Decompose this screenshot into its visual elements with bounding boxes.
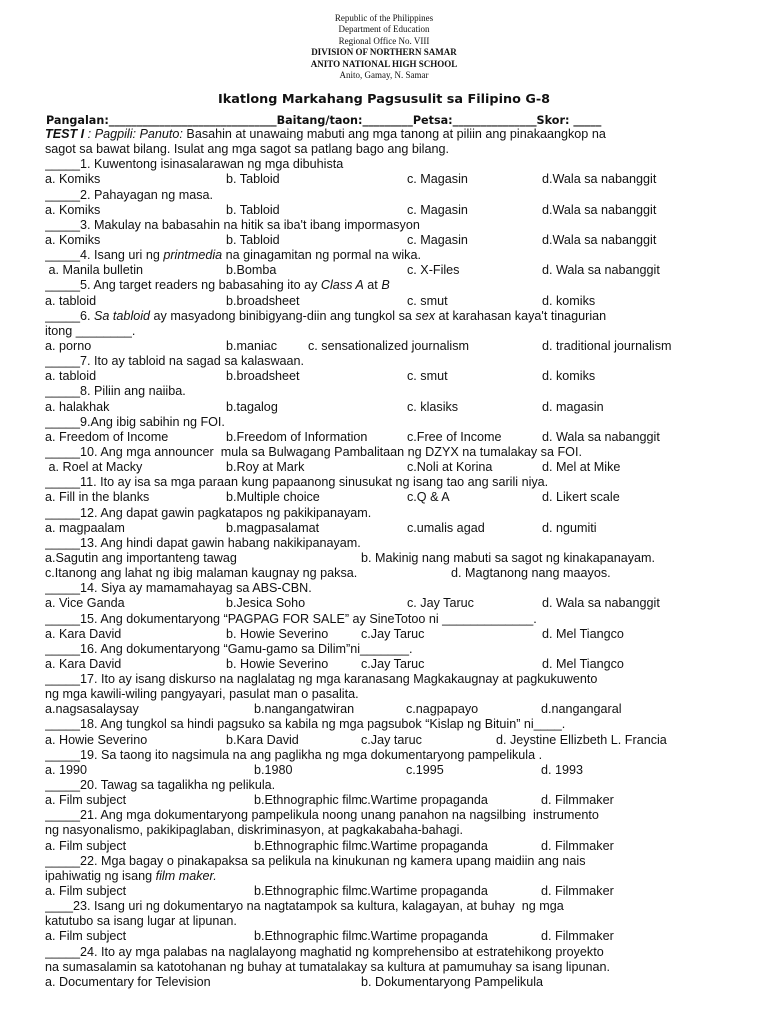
choice-15d: d. Mel Tiangco	[542, 626, 624, 641]
question-19: _____19. Sa taong ito nagsimula na ang paglikha ng mga dokumentaryong pampelikula .	[45, 747, 543, 762]
question-23: ____23. Isang uri ng dokumentaryo na nagtatampok sa kultura, kalagayan, at buhay ng mga	[45, 899, 564, 914]
choice-18d: d. Jeystine Ellizbeth L. Francia	[496, 732, 667, 747]
question-9: _____9.Ang ibig sabihin ng FOI.	[45, 414, 225, 429]
test-instructions: TEST I : Pagpili: Panuto: Basahin at unawaing mabuti ang mga tanong at piliin ang pinakaangkop na	[45, 127, 606, 141]
choice-14d: d. Wala sa nabanggit	[542, 596, 660, 611]
choices-1	[45, 172, 735, 187]
choice-4a: a. Manila bulletin	[45, 263, 144, 278]
exam-content	[45, 127, 735, 990]
header-republic: Republic of the Philippines	[334, 13, 434, 23]
choice-20b: b.Ethnographic film	[254, 793, 362, 808]
question-7: _____7. Ito ay tabloid na sagad sa kalaswaan.	[45, 354, 305, 369]
choices-6	[45, 339, 735, 354]
choices-8	[45, 400, 735, 415]
choice-6c: c. sensationalized journalism	[308, 338, 470, 353]
choice-6a: a. porno	[45, 338, 92, 353]
choice-12a: a. magpaalam	[45, 520, 125, 535]
choice-11d: d. Likert scale	[542, 490, 620, 505]
choice-14b: b.Jesica Soho	[226, 596, 306, 611]
question-1: _____1. Kuwentong isinasalarawan ng mga dibuhista	[45, 157, 344, 172]
choice-23d: d. Filmmaker	[541, 929, 614, 944]
choice-9c: c.Free of Income	[407, 429, 502, 444]
choice-5b: b.broadsheet	[226, 293, 300, 308]
choice-13c: c.Itanong ang lahat ng ibig malaman kaugnay ng paksa.	[45, 566, 358, 581]
choice-22c: c.Wartime propaganda	[361, 884, 488, 899]
choice-7d: d. komiks	[542, 369, 596, 384]
choice-20a: a. Film subject	[45, 793, 127, 808]
choice-11b: b.Multiple choice	[226, 490, 320, 505]
question-21: _____21. Ang mga dokumentaryong pampelikula noong unang panahon na nagsilbing instrumento	[45, 808, 599, 823]
choice-4b: b.Bomba	[226, 263, 277, 278]
header-division: DIVISION OF NORTHERN SAMAR	[311, 47, 457, 58]
choice-15c: c.Jay Taruc	[361, 626, 425, 641]
question-16: _____16. Ang dokumentaryong “Gamu-gamo sa Dilim”ni_______.	[45, 641, 413, 656]
choice-3a: a. Komiks	[45, 232, 101, 247]
choice-1a: a. Komiks	[45, 172, 101, 187]
question-13: _____13. Ang hindi dapat gawin habang nakikipanayam.	[45, 535, 361, 550]
question-4: _____4. Isang uri ng printmedia na ginagamitan ng pormal na wika.	[45, 248, 421, 263]
choices-14	[45, 596, 735, 611]
student-info-line: Pangalan:______________________________Baitang/taon:_________Petsa:_______________Skor: _____	[46, 114, 602, 127]
choice-5d: d. komiks	[542, 293, 596, 308]
question-21-line2: ng nasyonalismo, pakikipaglaban, diskriminasyon, at pagkakabaha-bahagi.	[45, 823, 463, 838]
choice-12d: d. ngumiti	[542, 520, 597, 535]
choice-24b: b. Dokumentaryong Pampelikula	[361, 974, 544, 989]
choice-8a: a. halakhak	[45, 399, 110, 414]
choices-19	[45, 763, 735, 778]
choice-18a: a. Howie Severino	[45, 732, 148, 747]
choice-21a: a. Film subject	[45, 838, 127, 853]
question-15: _____15. Ang dokumentaryong “PAGPAG FOR SALE” ay SineTotoo ni _____________.	[45, 611, 537, 626]
choice-7b: b.broadsheet	[226, 369, 300, 384]
instructions-text-2: sagot sa bawat bilang. Isulat ang mga sagot sa patlang bago ang bilang.	[45, 142, 449, 157]
choice-17c: c.nagpapayo	[406, 702, 479, 717]
question-6-line2: itong ________.	[45, 323, 136, 338]
choices-4	[45, 263, 735, 278]
choice-22b: b.Ethnographic film	[254, 884, 362, 899]
choice-1d: d.Wala sa nabanggit	[542, 172, 657, 187]
choice-6d: d. traditional journalism	[542, 338, 672, 353]
choices-18	[45, 733, 735, 748]
choice-10a: a. Roel at Macky	[45, 460, 143, 475]
choice-13b: b. Makinig nang mabuti sa sagot ng kinakapanayam.	[361, 550, 656, 565]
choices-17	[45, 702, 735, 717]
question-23-line2: katutubo sa isang lugar at lipunan.	[45, 914, 237, 929]
choice-8c: c. klasiks	[407, 399, 459, 414]
question-5: _____5. Ang target readers ng babasahing ito ay Class A at B	[45, 278, 390, 293]
choice-16c: c.Jay Taruc	[361, 656, 425, 671]
choice-7c: c. smut	[407, 369, 448, 384]
question-14: _____14. Siya ay mamamahayag sa ABS-CBN.	[45, 581, 312, 596]
choices-3	[45, 233, 735, 248]
choice-2c: c. Magasin	[407, 202, 468, 217]
choice-1c: c. Magasin	[407, 172, 468, 187]
choice-10c: c.Noli at Korina	[407, 460, 493, 475]
question-18: _____18. Ang tungkol sa hindi pagsuko sa kabila ng mga pagsubok “Kislap ng Bituin” ni____.	[45, 717, 566, 732]
choice-1b: b. Tabloid	[226, 172, 280, 187]
choice-17b: b.nangangatwiran	[254, 702, 355, 717]
choice-18b: b.Kara David	[226, 732, 299, 747]
choices-12	[45, 521, 735, 536]
choices-23	[45, 929, 735, 944]
choices-13	[45, 551, 735, 566]
choice-9a: a. Freedom of Income	[45, 429, 169, 444]
choice-6b: b.maniac	[226, 338, 278, 353]
choices-13-row2	[45, 566, 735, 581]
choice-5a: a. tabloid	[45, 293, 97, 308]
header-regional-office: Regional Office No. VIII	[338, 35, 430, 46]
question-17-line2: ng mga kawili-wiling pangyayari, pasulat man o pasalita.	[45, 687, 359, 702]
choice-12c: c.umalis agad	[407, 520, 485, 535]
choice-3c: c. Magasin	[407, 232, 468, 247]
choice-7a: a. tabloid	[45, 369, 97, 384]
choices-21	[45, 839, 735, 854]
choice-3b: b. Tabloid	[226, 232, 280, 247]
choice-23c: c.Wartime propaganda	[361, 929, 488, 944]
choice-20d: d. Filmmaker	[541, 793, 614, 808]
choices-10	[45, 460, 735, 475]
choice-19d: d. 1993	[541, 762, 584, 777]
choice-17a: a.nagsasalaysay	[45, 702, 139, 717]
choice-21c: c.Wartime propaganda	[361, 838, 488, 853]
question-20: _____20. Tawag sa tagalikha ng pelikula.	[45, 778, 276, 793]
choice-21b: b.Ethnographic film	[254, 838, 362, 853]
question-8: _____8. Piliin ang naiiba.	[45, 384, 186, 399]
question-24-line2: na sumasalamin sa katotohanan ng buhay at tumatalakay sa kultura at pamumuhay sa isang lipunan.	[45, 959, 610, 974]
choice-16b: b. Howie Severino	[226, 656, 329, 671]
choice-17d: d.nangangaral	[541, 702, 622, 717]
choice-2d: d.Wala sa nabanggit	[542, 202, 657, 217]
choices-24	[45, 975, 735, 990]
question-11: _____11. Ito ay isa sa mga paraan kung papaanong sinusukat ng isang tao ang sarili niya.	[45, 475, 549, 490]
choice-12b: b.magpasalamat	[226, 520, 320, 535]
choices-20	[45, 793, 735, 808]
choice-9b: b.Freedom of Information	[226, 429, 368, 444]
choice-23b: b.Ethnographic film	[254, 929, 362, 944]
choice-4c: c. X-Files	[407, 263, 460, 278]
question-3: _____3. Makulay na babasahin na hitik sa iba't ibang impormasyon	[45, 217, 420, 232]
choice-11a: a. Fill in the blanks	[45, 490, 150, 505]
choice-10d: d. Mel at Mike	[542, 460, 621, 475]
choice-14a: a. Vice Ganda	[45, 596, 125, 611]
choice-24a: a. Documentary for Television	[45, 974, 211, 989]
choices-5	[45, 294, 735, 309]
choices-9	[45, 430, 735, 445]
choice-19b: b.1980	[254, 762, 293, 777]
choice-15b: b. Howie Severino	[226, 626, 329, 641]
header-school-name: ANITO NATIONAL HIGH SCHOOL	[310, 58, 458, 69]
choice-16a: a. Kara David	[45, 656, 122, 671]
choices-7	[45, 369, 735, 384]
question-2: _____2. Pahayagan ng masa.	[45, 187, 214, 202]
choice-13a: a.Sagutin ang importanteng tawag	[45, 550, 237, 565]
question-24: _____24. Ito ay mga palabas na naglalayong maghatid ng komprehensibo at estratehikong proyekto	[45, 944, 604, 959]
choice-2a: a. Komiks	[45, 202, 101, 217]
choice-10b: b.Roy at Mark	[226, 460, 305, 475]
choice-22a: a. Film subject	[45, 884, 127, 899]
question-10: _____10. Ang mga announcer mula sa Bulwagang Pambalitaan ng DZYX na tumalakay sa FOI.	[45, 444, 582, 459]
test-type: Pagpili:	[94, 127, 136, 141]
choices-11	[45, 490, 735, 505]
choice-18c: c.Jay taruc	[361, 732, 422, 747]
header-address: Anito, Gamay, N. Samar	[339, 70, 429, 81]
header-department: Department of Education	[338, 24, 430, 35]
choice-21d: d. Filmmaker	[541, 838, 614, 853]
question-6: _____6. Sa tabloid ay masyadong binibigyang-diin ang tungkol sa sex at karahasan kaya't tinagurian	[45, 308, 607, 323]
exam-title: Ikatlong Markahang Pagsusulit sa Filipino G-8	[217, 92, 551, 107]
choice-15a: a. Kara David	[45, 626, 122, 641]
choice-5c: c. smut	[407, 293, 448, 308]
choice-3d: d.Wala sa nabanggit	[542, 232, 657, 247]
choice-16d: d. Mel Tiangco	[542, 656, 624, 671]
choice-11c: c.Q & A	[407, 490, 450, 505]
choice-4d: d. Wala sa nabanggit	[542, 263, 660, 278]
question-22-line2: ipahiwatig ng isang film maker.	[45, 868, 217, 883]
choice-8b: b.tagalog	[226, 399, 278, 414]
choice-23a: a. Film subject	[45, 929, 127, 944]
choice-14c: c. Jay Taruc	[407, 596, 474, 611]
choice-19c: c.1995	[406, 762, 444, 777]
choice-20c: c.Wartime propaganda	[361, 793, 488, 808]
choice-9d: d. Wala sa nabanggit	[542, 429, 660, 444]
test-label: TEST I	[45, 127, 85, 141]
question-17: _____17. Ito ay isang diskurso na naglalatag ng mga karanasang Magkakaugnay at pagkukuwento	[45, 672, 598, 687]
choice-22d: d. Filmmaker	[541, 884, 614, 899]
question-22: _____22. Mga bagay o pinakapaksa sa pelikula na kinukunan ng kamera upang maidiin ang nais	[45, 853, 586, 868]
choice-19a: a. 1990	[45, 762, 88, 777]
instructions-text: Basahin at unawaing mabuti ang mga tanong at piliin ang pinakaangkop na	[182, 127, 606, 141]
choice-8d: d. magasin	[542, 399, 604, 414]
school-header	[0, 13, 768, 81]
choice-13d: d. Magtanong nang maayos.	[451, 566, 611, 581]
choice-2b: b. Tabloid	[226, 202, 280, 217]
choices-16	[45, 657, 735, 672]
choices-22	[45, 884, 735, 899]
choices-15	[45, 627, 735, 642]
choices-2	[45, 203, 735, 218]
question-12: _____12. Ang dapat gawin pagkatapos ng pakikipanayam.	[45, 505, 372, 520]
